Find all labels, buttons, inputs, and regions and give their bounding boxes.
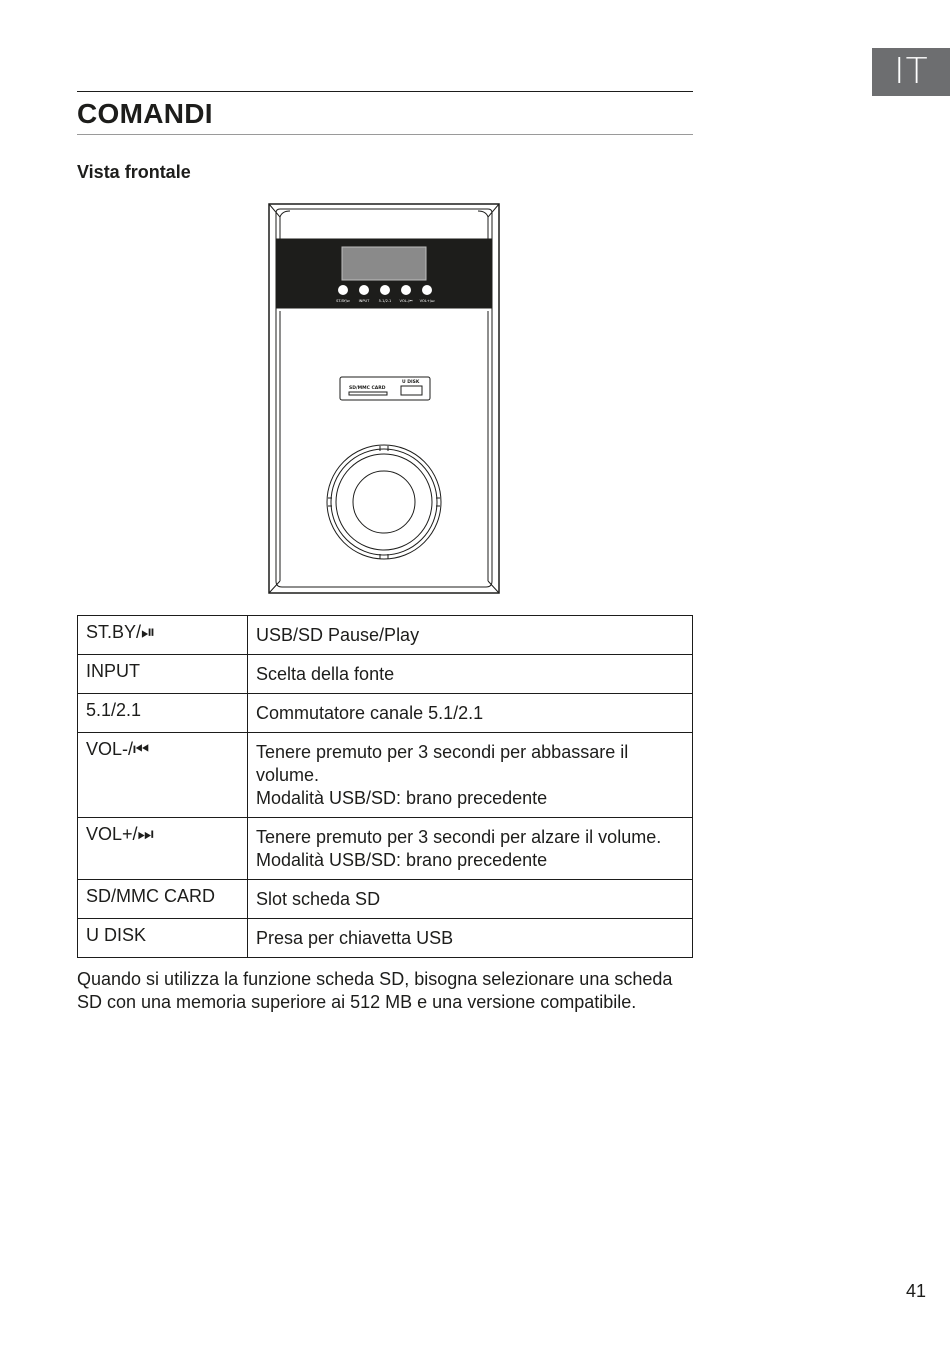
card-slot-label: SD/MMC CARD: [349, 386, 386, 391]
control-description: USB/SD Pause/Play: [248, 616, 693, 655]
table-row: [78, 616, 693, 655]
control-name: SD/MMC CARD: [78, 880, 248, 919]
volume-down-button-icon: [401, 285, 411, 295]
table-row: [78, 818, 693, 880]
subwoofer-front-view-illustration: [268, 203, 500, 595]
controls-table: [77, 615, 693, 958]
button-label-vol-down: VOL-/⏮: [399, 299, 413, 303]
control-description: Presa per chiavetta USB: [248, 919, 693, 958]
sd-card-note: Quando si utilizza la funzione scheda SD, bisogna selezionare una scheda SD con una memoria superiore ai 512 MB e una versione compatibile.: [77, 969, 673, 1012]
subtitle: Vista frontale: [77, 162, 191, 182]
usb-label: U DISK: [402, 380, 420, 385]
control-description: Slot scheda SD: [248, 880, 693, 919]
table-row: [78, 733, 693, 818]
control-name: 5.1/2.1: [78, 694, 248, 733]
section-rule-bottom: [77, 134, 693, 135]
page-number: 41: [905, 1281, 926, 1301]
table-row: [78, 694, 693, 733]
control-name: VOL-/⏮: [78, 733, 248, 818]
section-rule-top: [77, 91, 693, 92]
usb-port: [401, 386, 422, 395]
table-row: [78, 655, 693, 694]
sd-card-slot: [349, 392, 387, 395]
volume-up-button-icon: [422, 285, 432, 295]
language-tab: IT: [872, 48, 950, 96]
section-title: COMANDI: [77, 98, 213, 129]
control-name: INPUT: [78, 655, 248, 694]
control-description: Tenere premuto per 3 secondi per abbassare il volume. Modalità USB/SD: brano precedente: [248, 733, 693, 818]
speaker-cone: [353, 471, 415, 533]
speaker-outer-ring: [327, 445, 441, 559]
control-description: Commutatore canale 5.1/2.1: [248, 694, 693, 733]
table-row: [78, 880, 693, 919]
control-name: VOL+/⏭: [78, 818, 248, 880]
button-label-standby: ST.BY/⏯: [336, 299, 350, 303]
control-description: Scelta della fonte: [248, 655, 693, 694]
control-name: U DISK: [78, 919, 248, 958]
control-description: Tenere premuto per 3 secondi per alzare il volume. Modalità USB/SD: brano precedente: [248, 818, 693, 880]
button-label-vol-up: VOL+/⏭: [419, 299, 435, 303]
table-row: [78, 919, 693, 958]
input-button-icon: [359, 285, 369, 295]
standby-button-icon: [338, 285, 348, 295]
control-name: ST.BY/⏯: [78, 616, 248, 655]
button-label-channel: 5.1/2.1: [378, 299, 392, 303]
button-label-input: INPUT: [358, 299, 370, 303]
channel-button-icon: [380, 285, 390, 295]
